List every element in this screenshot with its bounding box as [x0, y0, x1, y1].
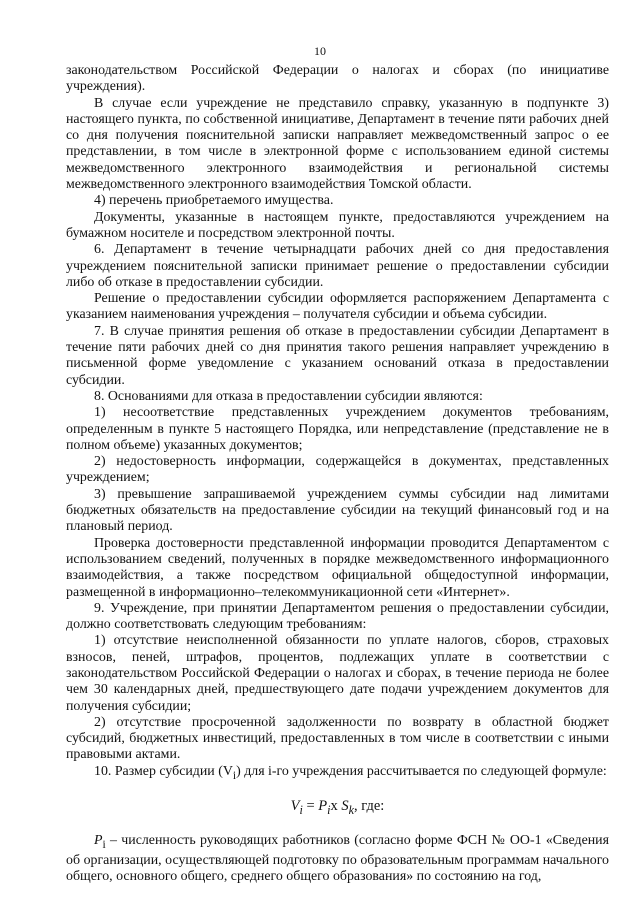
- paragraph: законодательством Российской Федерации о налогах и сборах (по инициативе учреждения).: [66, 63, 609, 95]
- formula-times: x: [330, 797, 342, 814]
- formula-equals: =: [302, 797, 319, 814]
- definition-text: – численность руководящих работников (согласно форме ФСН № ОО-1 «Сведения об организации, осуществляющей подготовку по образовательным программам начального общего, основного общего, среднего общего образования» по состоянию на год,: [66, 833, 609, 885]
- formula-p: P: [318, 797, 328, 814]
- document-body: [66, 63, 609, 886]
- paragraph: 2) отсутствие просроченной задолженности по возврату в областной бюджет субсидий, бюджетных инвестиций, предоставленных в том числе в соответствии с иными правовыми актами.: [66, 714, 609, 763]
- paragraph: Документы, указанные в настоящем пункте, предоставляются учреждением на бумажном носителе и посредством электронной почты.: [66, 209, 609, 241]
- definition-symbol: P: [94, 833, 103, 849]
- page-number: 10: [314, 44, 326, 58]
- formula-lhs-sub: i: [299, 802, 303, 817]
- formula-lhs: V: [290, 797, 300, 814]
- definition-symbol-sub: i: [102, 837, 106, 851]
- size-para-before: 10. Размер субсидии (V: [94, 763, 233, 779]
- paragraph: 9. Учреждение, при принятии Департаментом решения о предоставлении субсидии, должно соответствовать следующим требованиям:: [66, 600, 609, 633]
- paragraph: 1) отсутствие неисполненной обязанности по уплате налогов, сборов, страховых взносов, пеней, штрафов, процентов, подлежащих уплате в соответствии с законодательством Российской Федерации о налогах и сборах, в течение периода не более чем 30 календарных дней, предшествующего дате подачи учреждением документов для получения субсидии;: [66, 633, 609, 714]
- size-para-sub: i: [232, 768, 237, 782]
- paragraph: 8. Основаниями для отказа в предоставлении субсидии являются:: [94, 388, 483, 404]
- size-para-after: ) для i-го учреждения рассчитывается по следующей формуле:: [236, 763, 607, 779]
- formula-p-sub: i: [327, 802, 331, 817]
- paragraph: 7. В случае принятия решения об отказе в предоставлении субсидии Департамент в течение пяти рабочих дней со дня принятия такого решения направляет учреждению в письменной форме уведомление с указанием оснований отказа в предоставлении субсидии.: [66, 323, 609, 388]
- paragraph: Решение о предоставлении субсидии оформляется распоряжением Департамента с указанием наименования учреждения – получателя субсидии и объема субсидии.: [66, 291, 609, 323]
- paragraph: 4) перечень приобретаемого имущества.: [94, 193, 334, 209]
- formula-tail: , где:: [354, 797, 385, 814]
- paragraph: 1) несоответствие представленных учреждением документов требованиям, определенным в пункте 5 настоящего Порядка, или непредставление (представление не в полном объеме) указанных документов;: [66, 405, 609, 453]
- paragraph: 6. Департамент в течение четырнадцати рабочих дней со дня предоставления учреждением пояснительной записки принимает решение о предоставлении субсидии либо об отказе в предоставлении субсидии.: [66, 242, 609, 290]
- paragraph: 3) превышение запрашиваемой учреждением суммы субсидии над лимитами бюджетных обязательств на предоставление субсидии на текущий финансовый год и на плановый период.: [66, 486, 609, 535]
- formula: [66, 798, 609, 818]
- paragraph: В случае если учреждение не представило справку, указанную в подпункте 3) настоящего пункта, по собственной инициативе, Департамент в течение пяти рабочих дней со дня получения пояснительной записки направляет межведомственный запрос о ее представлении, в том числе в электронной форме с использованием единой системы межведомственного электронного взаимодействия и региональной системы межведомственного электронного взаимодействия Томской области.: [66, 95, 609, 193]
- paragraph: 2) недостоверность информации, содержащейся в документах, представленных учреждением;: [66, 454, 609, 486]
- definition-paragraph: [66, 833, 609, 886]
- formula-s: S: [341, 797, 349, 814]
- paragraph-list: [66, 63, 609, 764]
- formula-s-sub: k: [348, 802, 355, 817]
- subsidy-size-paragraph: [66, 764, 609, 784]
- paragraph: Проверка достоверности представленной информации проводится Департаментом с использованием сведений, полученных в порядке межведомственного информационного взаимодействия, а также посредством официальной общедоступной информации, размещенной в информационно–телекоммуникационной сети «Интернет».: [66, 535, 609, 600]
